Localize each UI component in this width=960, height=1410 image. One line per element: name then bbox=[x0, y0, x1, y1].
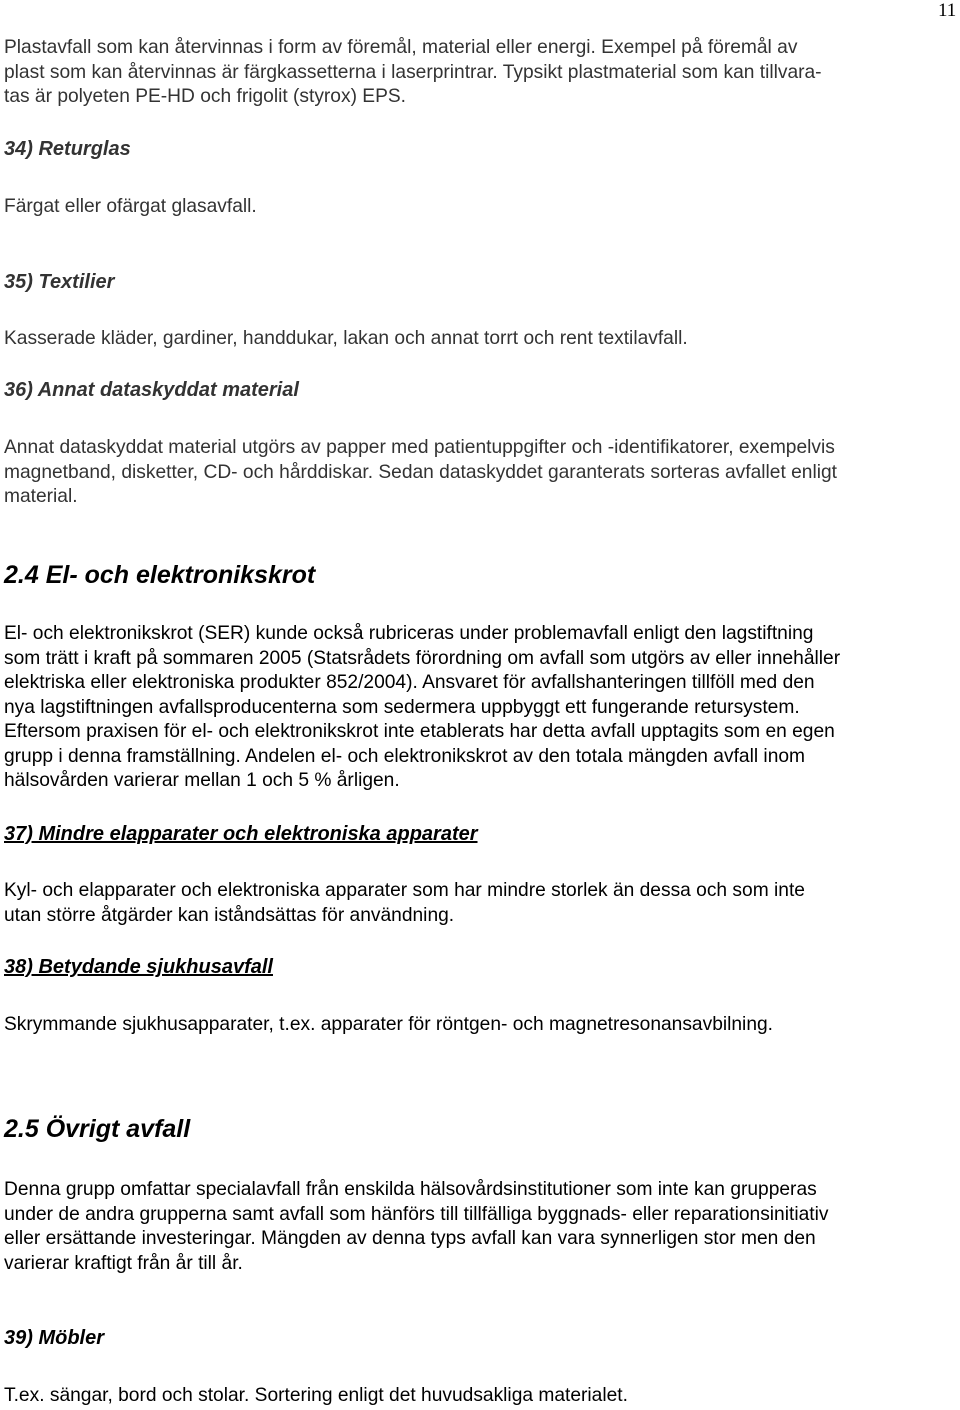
text-line: material. bbox=[4, 486, 78, 507]
heading-37: 37) Mindre elapparater och elektroniska apparater bbox=[4, 823, 478, 845]
text-line: elektriska eller elektroniska produkter 852/2004). Ansvaret för avfallshanteringen tillföll med den bbox=[4, 672, 815, 693]
text-line: magnetband, disketter, CD- och hårddiskar. Sedan dataskyddet garanterats sorteras avfallet enligt bbox=[4, 461, 837, 483]
heading-35: 35) Textilier bbox=[4, 271, 115, 293]
paragraph-38 bbox=[4, 1013, 956, 1038]
text-line: hälsovården varierar mellan 1 och 5 % årligen. bbox=[4, 770, 400, 791]
text-line: Färgat eller ofärgat glasavfall. bbox=[4, 196, 257, 217]
heading-39: 39) Möbler bbox=[4, 1327, 105, 1349]
paragraph-2-4 bbox=[4, 622, 956, 794]
text-line: utan större åtgärder kan iståndsättas för användning. bbox=[4, 904, 455, 926]
paragraph-39 bbox=[4, 1384, 956, 1409]
text-line: Eftersom praxisen för el- och elektronikskrot inte etablerats har detta avfall upptagits som en egen bbox=[4, 721, 835, 742]
heading-34: 34) Returglas bbox=[4, 138, 131, 160]
text-line: El- och elektronikskrot (SER) kunde också rubriceras under problemavfall enligt den lagstiftning bbox=[4, 623, 814, 644]
heading-36: 36) Annat dataskyddat material bbox=[4, 379, 299, 401]
paragraph-2-5 bbox=[4, 1178, 956, 1276]
text-line: tas är polyeten PE-HD och frigolit (styrox) EPS. bbox=[4, 86, 407, 107]
paragraph-intro bbox=[4, 36, 956, 110]
text-line: Kyl- och elapparater och elektroniska apparater som har mindre storlek än dessa och som inte bbox=[4, 880, 805, 901]
text-line: Plastavfall som kan återvinnas i form av föremål, material eller energi. Exempel på föremål av bbox=[4, 37, 798, 58]
paragraph-37 bbox=[4, 879, 956, 928]
text-line: T.ex. sängar, bord och stolar. Sortering enligt det huvudsakliga materialet. bbox=[4, 1385, 628, 1406]
text-line: Annat dataskyddat material utgörs av papper med patientuppgifter och -identifikatorer, exempelvis bbox=[4, 437, 835, 458]
text-line: varierar kraftigt från år till år. bbox=[4, 1252, 243, 1274]
section-heading-2-5: 2.5 Övrigt avfall bbox=[4, 1115, 191, 1143]
text-line: under de andra grupperna samt avfall som hänförs till tillfälliga byggnads- eller reparationsinitiativ bbox=[4, 1203, 829, 1225]
section-heading-2-4: 2.4 El- och elektronikskrot bbox=[4, 561, 316, 589]
text-line: plast som kan återvinnas är färgkassetterna i laserprintrar. Typsikt plastmaterial som kan tillvara- bbox=[4, 61, 822, 83]
paragraph-36 bbox=[4, 436, 956, 510]
text-line: som trätt i kraft på sommaren 2005 (Statsrådets förordning om avfall som utgörs av eller innehåller bbox=[4, 647, 841, 669]
page-number: 11 bbox=[938, 0, 957, 21]
heading-38: 38) Betydande sjukhusavfall bbox=[4, 956, 273, 978]
text-line: nya lagstiftningen avfallsproducenterna som sedermera uppbyggt ett fungerande retursystem. bbox=[4, 696, 800, 718]
text-line: eller ersättande investeringar. Mängden av denna typs avfall kan vara synnerligen stor men den bbox=[4, 1228, 816, 1249]
text-line: Skrymmande sjukhusapparater, t.ex. apparater för röntgen- och magnetresonansavbilning. bbox=[4, 1014, 773, 1035]
text-line: Kasserade kläder, gardiner, handdukar, lakan och annat torrt och rent textilavfall. bbox=[4, 328, 688, 349]
text-line: Denna grupp omfattar specialavfall från enskilda hälsovårdsinstitutioner som inte kan grupperas bbox=[4, 1179, 817, 1200]
paragraph-34 bbox=[4, 195, 956, 220]
paragraph-35 bbox=[4, 327, 956, 352]
text-line: grupp i denna framställning. Andelen el- och elektronikskrot av den totala mängden avfall inom bbox=[4, 745, 806, 767]
